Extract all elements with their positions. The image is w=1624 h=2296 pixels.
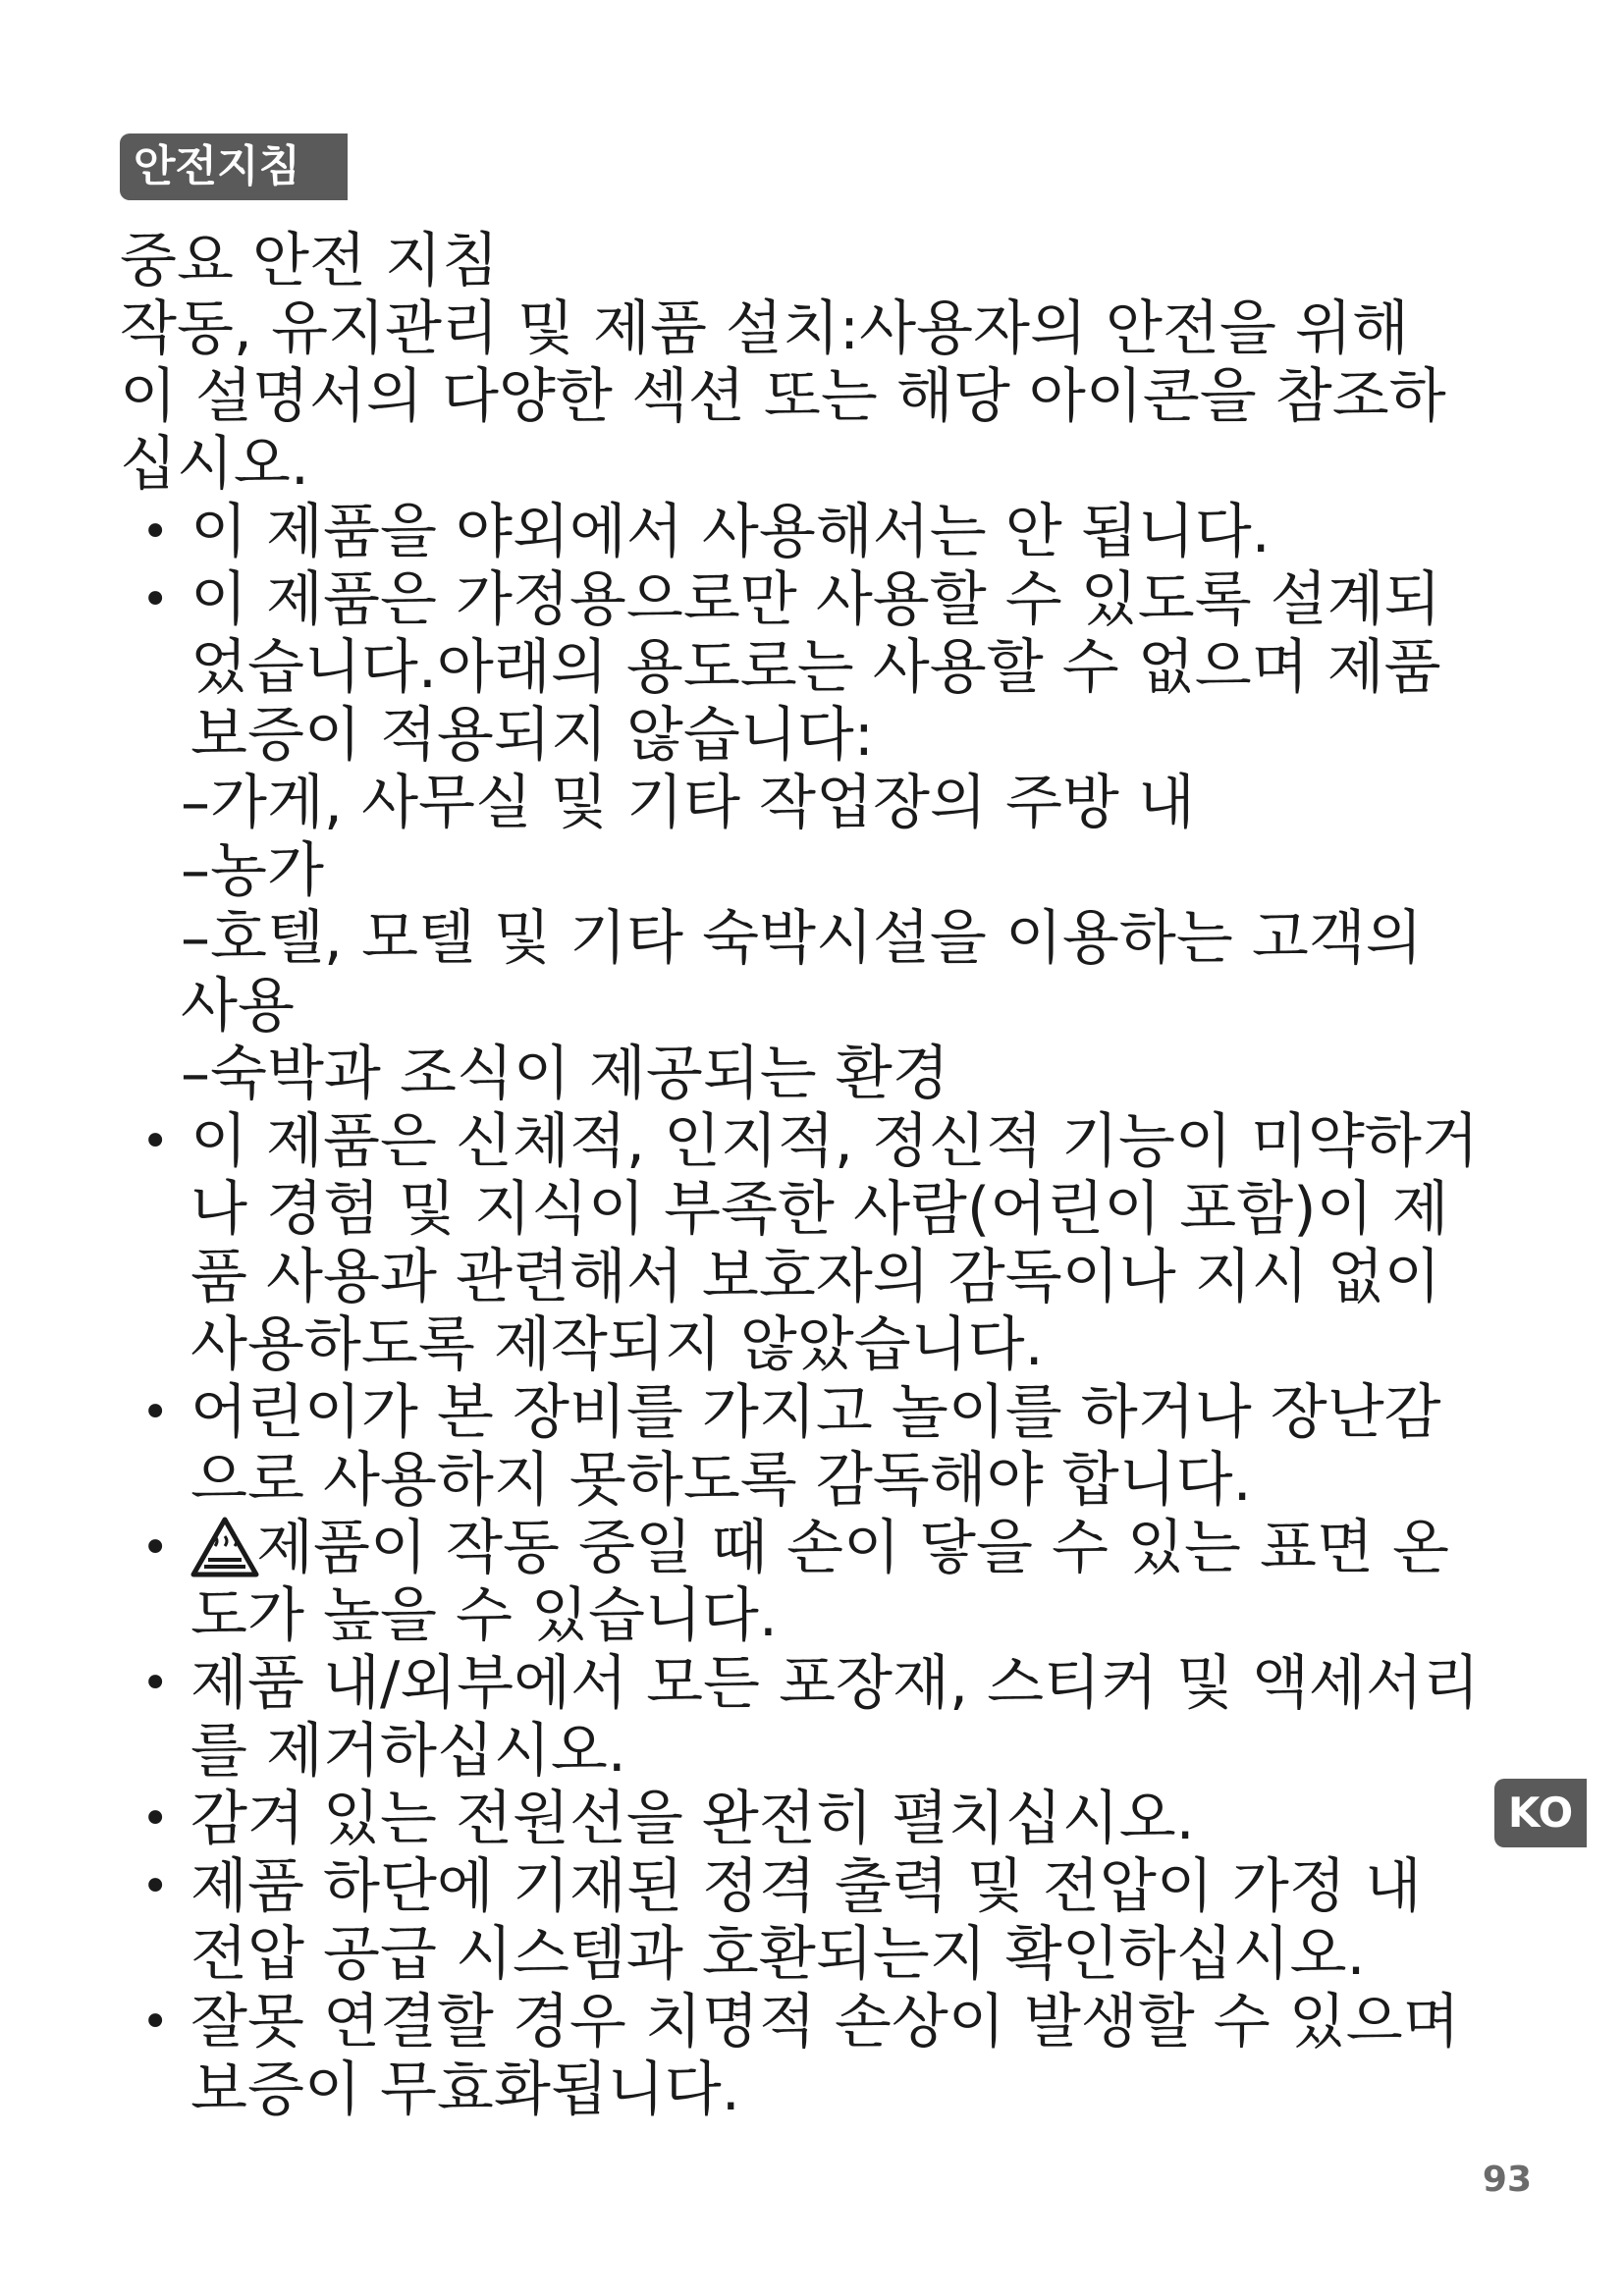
intro-paragraph: 작동, 유지관리 및 제품 설치:사용자의 안전을 위해 이 설명서의 다양한 섹션 또는 해당 아이콘을 참조하십시오. [120,294,1446,499]
language-tab: KO [1494,1779,1587,1847]
list-item [120,1853,1494,1989]
list-item [120,1989,1494,2124]
content [120,228,1494,2124]
bullet-icon: • [141,1859,170,1914]
list-item [120,499,1494,566]
sub-list-item: –농가 [181,836,324,905]
list-item-text: 제품이 작동 중일 때 손이 닿을 수 있는 표면 온도가 높을 수 있습니다. [190,1514,1450,1650]
list-item-text: 이 제품을 야외에서 사용해서는 안 됩니다. [190,498,1271,566]
list-item [120,1650,1494,1786]
safety-list [120,499,1494,2124]
bullet-icon: • [141,1791,170,1846]
sub-list-item: –호텔, 모텔 및 기타 숙박시설을 이용하는 고객의 사용 [181,904,1423,1041]
page-number: 93 [1482,2160,1532,2200]
sub-list-item: –가게, 사무실 및 기타 작업장의 주방 내 [181,769,1195,837]
section-tab: 안전지침 [120,133,348,200]
sub-list-item: –숙박과 조식이 제공되는 환경 [181,1040,949,1108]
bullet-icon: • [141,505,170,560]
list-item-text: 어린이가 본 장비를 가지고 놀이를 하거나 장난감으로 사용하지 못하도록 감독해야 합니다. [190,1378,1441,1515]
page-heading: 중요 안전 지침 [120,227,499,295]
list-item-text: 잘못 연결할 경우 치명적 손상이 발생할 수 있으며 보증이 무효화됩니다. [190,1988,1460,2124]
list-item [120,1786,1494,1853]
list-item-text: 감겨 있는 전원선을 완전히 펼치십시오. [190,1785,1195,1853]
sub-list [181,770,1494,1108]
hot-surface-warning-icon [190,1517,259,1577]
bullet-icon: • [141,1521,170,1575]
list-item-text: 제품 내/외부에서 모든 포장재, 스티커 및 액세서리를 제거하십시오. [190,1649,1480,1786]
list-item-text: 이 제품은 가정용으로만 사용할 수 있도록 설계되었습니다.아래의 용도로는 사용할 수 없으며 제품 보증이 적용되지 않습니다: [190,565,1441,770]
list-item [120,1379,1494,1515]
list-item-text: 이 제품은 신체적, 인지적, 정신적 기능이 미약하거나 경험 및 지식이 부족한 사람(어린이 포함)이 제품 사용과 관련해서 보호자의 감독이나 지시 없이 사용하도록 제작되지 않았습니다. [190,1107,1479,1379]
bullet-icon: • [141,1385,170,1440]
bullet-icon: • [141,1995,170,2050]
bullet-icon: • [141,1656,170,1711]
list-item-text: 제품 하단에 기재된 정격 출력 및 전압이 가정 내 전압 공급 시스템과 호환되는지 확인하십시오. [190,1852,1422,1989]
bullet-icon: • [141,572,170,627]
bullet-icon: • [141,1114,170,1169]
list-item [120,566,1494,1108]
list-item [120,1108,1494,1379]
list-item [120,1515,1494,1650]
